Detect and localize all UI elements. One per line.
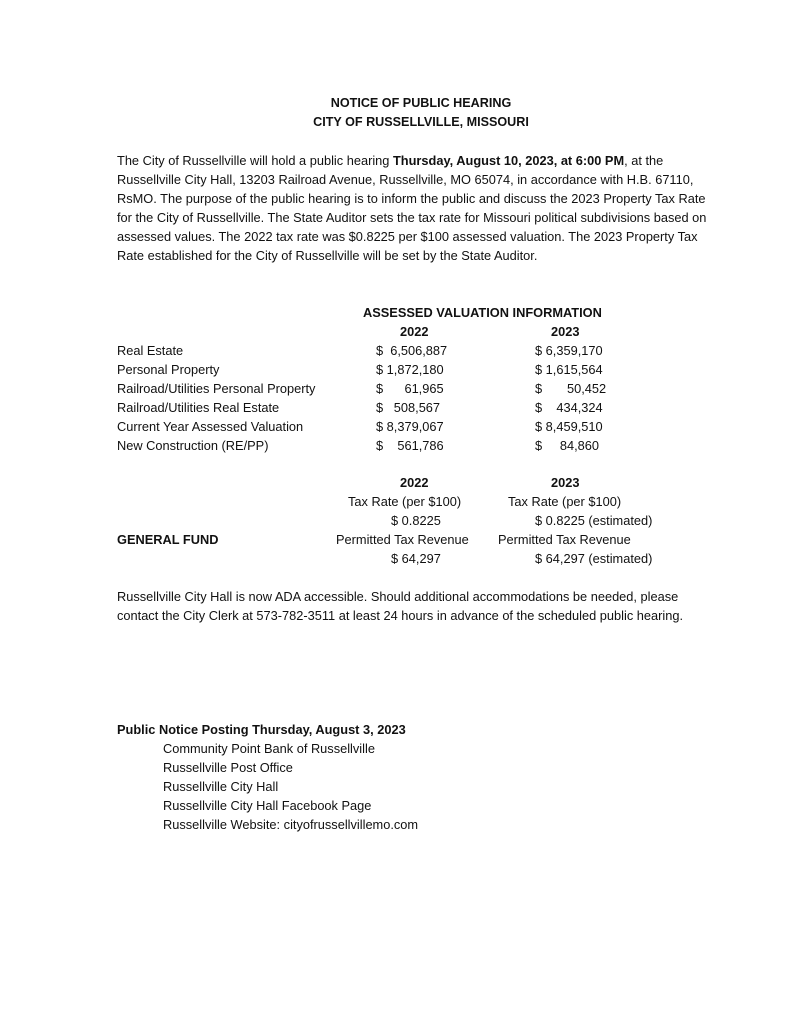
- notice-title: NOTICE OF PUBLIC HEARING: [330, 96, 512, 110]
- valuation-col-2022: 2022: [400, 324, 429, 339]
- row-value-2022: $ 508,567: [376, 400, 441, 415]
- row-value-2022: $ 561,786: [376, 438, 444, 453]
- row-value-2023: $ 50,452: [535, 381, 607, 396]
- list-item: Russellville City Hall Facebook Page: [163, 798, 372, 813]
- valuation-heading: ASSESSED VALUATION INFORMATION: [363, 305, 602, 320]
- row-label: Railroad/Utilities Personal Property: [117, 381, 316, 396]
- row-value-2023: $ 434,324: [535, 400, 603, 415]
- city-title: CITY OF RUSSELLVILLE, MISSOURI: [313, 115, 529, 129]
- row-value-2022: $ 1,872,180: [376, 362, 444, 377]
- list-item: Community Point Bank of Russellville: [163, 741, 375, 756]
- revenue-label-2023: Permitted Tax Revenue: [498, 532, 631, 547]
- intro-paragraph: [117, 151, 717, 265]
- row-label: New Construction (RE/PP): [117, 438, 269, 453]
- row-label: Current Year Assessed Valuation: [117, 419, 304, 434]
- list-item: Russellville Post Office: [163, 760, 293, 775]
- row-label: Real Estate: [117, 343, 184, 358]
- row-value-2023: $ 8,459,510: [535, 419, 603, 434]
- row-value-2022: $ 8,379,067: [376, 419, 444, 434]
- general-fund-col-2023: 2023: [551, 475, 580, 490]
- row-label: Personal Property: [117, 362, 220, 377]
- row-value-2022: $ 61,965: [376, 381, 444, 396]
- tax-rate-2022: $ 0.8225: [391, 513, 441, 528]
- revenue-2023: $ 64,297 (estimated): [535, 551, 653, 566]
- list-item: Russellville Website: cityofrussellvillemo.com: [163, 817, 419, 832]
- revenue-2022: $ 64,297: [391, 551, 441, 566]
- row-value-2023: $ 6,359,170: [535, 343, 603, 358]
- valuation-col-2023: 2023: [551, 324, 580, 339]
- row-value-2023: $ 1,615,564: [535, 362, 603, 377]
- tax-rate-label-2023: Tax Rate (per $100): [508, 494, 622, 509]
- revenue-label-2022: Permitted Tax Revenue: [336, 532, 469, 547]
- general-fund-label: GENERAL FUND: [117, 532, 219, 547]
- posting-heading: Public Notice Posting Thursday, August 3, 2023: [117, 722, 406, 737]
- row-value-2022: $ 6,506,887: [376, 343, 448, 358]
- hearing-datetime: Thursday, August 10, 2023, at 6:00 PM: [392, 153, 625, 168]
- ada-paragraph: Russellville City Hall is now ADA accessible. Should additional accommodations be needed, please contact the City Clerk at 573-782-3511 at least 24 hours in advance of the scheduled public hearing.: [117, 589, 684, 623]
- tax-rate-label-2022: Tax Rate (per $100): [348, 494, 462, 509]
- row-label: Railroad/Utilities Real Estate: [117, 400, 280, 415]
- general-fund-col-2022: 2022: [400, 475, 429, 490]
- tax-rate-2023: $ 0.8225 (estimated): [535, 513, 653, 528]
- list-item: Russellville City Hall: [163, 779, 279, 794]
- intro-lead: The City of Russellville will hold a public hearing: [117, 153, 393, 168]
- row-value-2023: $ 84,860: [535, 438, 600, 453]
- intro-rest: , at the Russellville City Hall, 13203 Railroad Avenue, Russellville, MO 65074, in accordance with H.B. 67110, RsMO. The purpose of the public hearing is to inform the public and discuss the 2023 Property Tax Rate for the City of Russellville. The State Auditor sets the tax rate for Missouri political subdivisions based on assessed values. The 2022 tax rate was $0.8225 per $100 assessed valuation. The 2023 Property Tax Rate established for the City of Russellville will be set by the State Auditor.: [117, 153, 707, 263]
